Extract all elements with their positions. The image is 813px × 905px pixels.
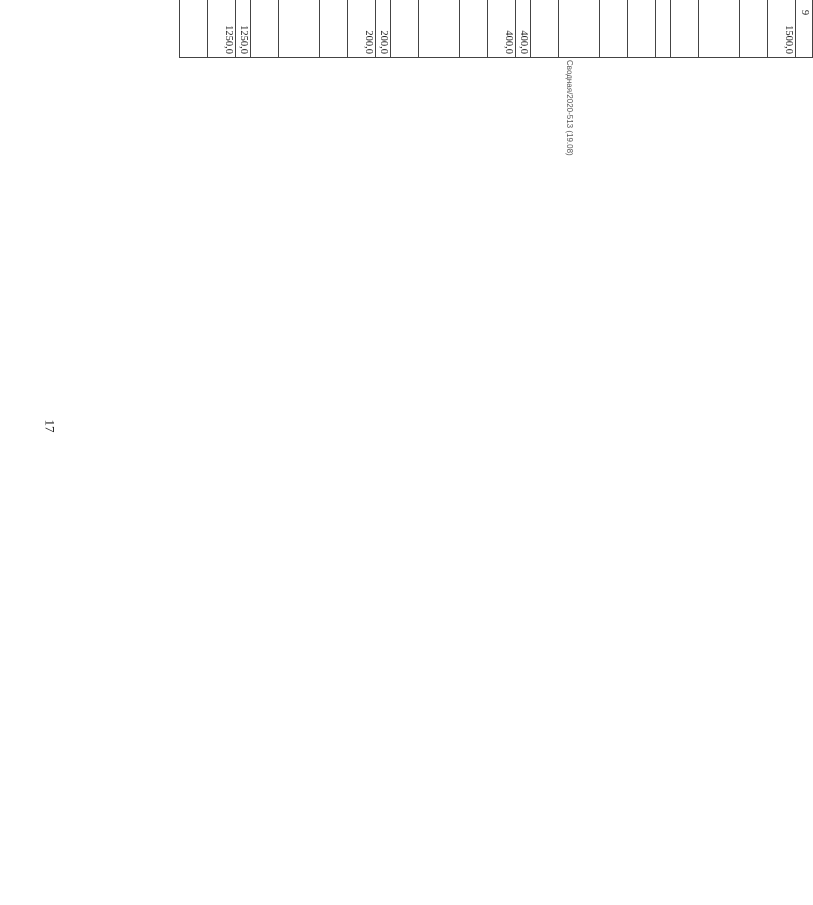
table-body [180,0,796,58]
amount-cell-v9 [251,0,279,58]
amount-cell-v9 [279,0,320,58]
amount-cell-v9 [628,0,656,58]
budget-table [179,0,813,58]
amount-cell-v9 [391,0,419,58]
rotated-table-container [223,0,813,57]
amount-cell-v9: 200,0 [376,0,392,58]
table-row [488,0,516,58]
header-row [796,0,813,58]
table-row [251,0,279,58]
table-row [391,0,419,58]
amount-cell-v9 [656,0,672,58]
table-row [628,0,656,58]
table-row [348,0,376,58]
table-row [740,0,768,58]
table-row [699,0,740,58]
table-row [559,0,600,58]
amount-cell-v9 [320,0,348,58]
page-number: 17 [42,419,58,433]
table-row [600,0,628,58]
table-row [419,0,460,58]
table-row [516,0,532,58]
table-row [531,0,559,58]
table-row [208,0,236,58]
amount-cell-v9: 1250,0 [208,0,236,58]
amount-cell-v9: 400,0 [516,0,532,58]
table-row [236,0,252,58]
col-header-9: 9 [796,0,813,58]
amount-cell-v9 [460,0,488,58]
amount-cell-v9 [740,0,768,58]
table-row [320,0,348,58]
table-row [671,0,699,58]
amount-cell-v9 [671,0,699,58]
table-row [656,0,672,58]
amount-cell-v9 [419,0,460,58]
amount-cell-v9: 1500,0 [768,0,796,58]
amount-cell-v9 [531,0,559,58]
table-row [460,0,488,58]
amount-cell-v9: 200,0 [348,0,376,58]
amount-cell-v9 [600,0,628,58]
amount-cell-v9: 400,0 [488,0,516,58]
amount-cell-v9 [180,0,208,58]
amount-cell-v9 [699,0,740,58]
document-stamp: Сводная/2020-513 (19.08) [565,60,574,156]
table-row [180,0,208,58]
amount-cell-v9: 1250,0 [236,0,252,58]
table-row [376,0,392,58]
amount-cell-v9 [559,0,600,58]
table-row [768,0,796,58]
table-row [279,0,320,58]
